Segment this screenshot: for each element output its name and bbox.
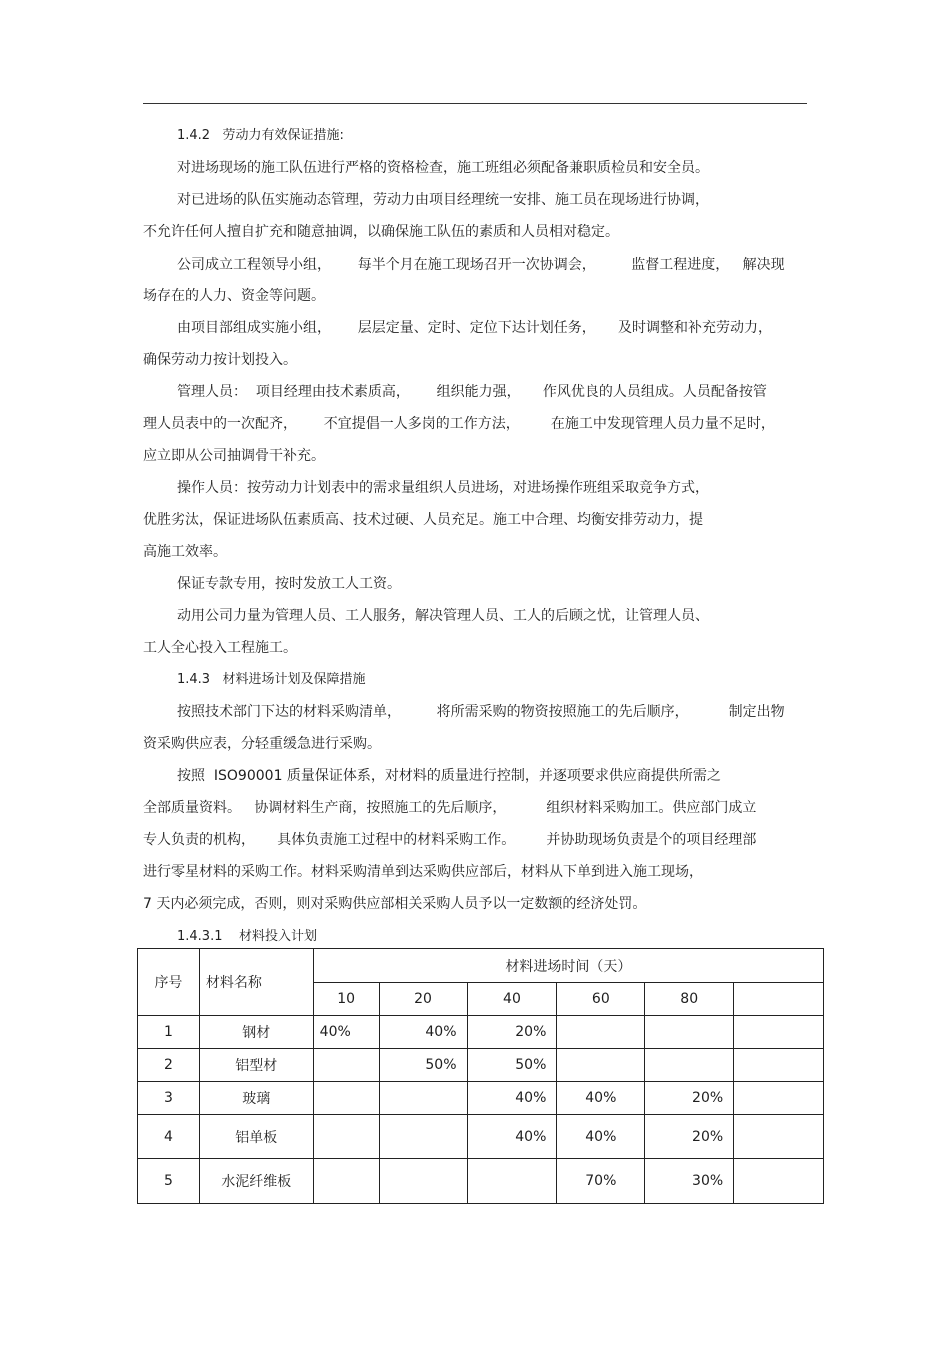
row-value (645, 1049, 734, 1082)
row-value (557, 1049, 645, 1082)
section-heading: 1.4.3.1 材料投入计划 (177, 929, 318, 944)
day-header: 80 (645, 983, 734, 1016)
paragraph-line: 7 天内必须完成，否则，则对采购供应部相关采购人员予以一定数额的经济处罚。 (143, 896, 647, 912)
paragraph-line: 按照 ISO90001 质量保证体系，对材料的质量进行控制，并逐项要求供应商提供所需之 (177, 768, 721, 784)
paragraph-line: 工人全心投入工程施工。 (143, 640, 297, 656)
paragraph-line: 对已进场的队伍实施动态管理，劳动力由项目经理统一安排、施工员在现场进行协调， (177, 192, 709, 208)
section-heading: 1.4.2 劳动力有效保证措施: (177, 128, 344, 143)
day-header: 60 (557, 983, 645, 1016)
paragraph-line: 不允许任何人擅自扩充和随意抽调，以确保施工队伍的素质和人员相对稳定。 (143, 224, 619, 240)
paragraph-line: 公司成立工程领导小组， 每半个月在施工现场召开一次协调会， 监督工程进度， 解决现 (177, 257, 785, 273)
row-value (313, 1049, 379, 1082)
section-heading: 1.4.3 材料进场计划及保障措施 (177, 672, 366, 687)
row-value (734, 1082, 824, 1115)
row-value: 20% (467, 1016, 557, 1049)
row-value (734, 1049, 824, 1082)
header-rule (143, 103, 807, 104)
paragraph-line: 场存在的人力、资金等问题。 (143, 288, 325, 304)
paragraph-line: 全部质量资料。 协调材料生产商，按照施工的先后顺序， 组织材料采购加工。供应部门成立 (143, 800, 757, 816)
row-name: 铝型材 (199, 1049, 313, 1082)
row-no: 1 (138, 1016, 200, 1049)
day-header: 10 (313, 983, 379, 1016)
row-value (313, 1082, 379, 1115)
row-no: 5 (138, 1159, 200, 1204)
row-value (379, 1115, 467, 1159)
row-value: 30% (645, 1159, 734, 1204)
row-value (313, 1159, 379, 1204)
paragraph-line: 应立即从公司抽调骨干补充。 (143, 448, 325, 464)
paragraph-line: 操作人员：按劳动力计划表中的需求量组织人员进场，对进场操作班组采取竞争方式， (177, 480, 709, 496)
row-value: 50% (467, 1049, 557, 1082)
row-value (734, 1115, 824, 1159)
paragraph-line: 确保劳动力按计划投入。 (143, 352, 297, 368)
day-header (734, 983, 824, 1016)
row-value: 40% (379, 1016, 467, 1049)
row-name: 铝单板 (199, 1115, 313, 1159)
table-row (138, 1016, 824, 1049)
day-header: 20 (379, 983, 467, 1016)
table-row (138, 1082, 824, 1115)
paragraph-line: 进行零星材料的采购工作。材料采购清单到达采购供应部后，材料从下单到进入施工现场， (143, 864, 703, 880)
paragraph-line: 由项目部组成实施小组， 层层定量、定时、定位下达计划任务， 及时调整和补充劳动力， (177, 320, 772, 336)
row-value: 20% (645, 1115, 734, 1159)
row-value: 50% (379, 1049, 467, 1082)
paragraph-line: 保证专款专用，按时发放工人工资。 (177, 576, 401, 592)
paragraph-line: 对进场现场的施工队伍进行严格的资格检查，施工班组必须配备兼职质检员和安全员。 (177, 160, 709, 176)
row-name: 水泥纤维板 (199, 1159, 313, 1204)
paragraph-line: 理人员表中的一次配齐， 不宜提倡一人多岗的工作方法， 在施工中发现管理人员力量不足时， (143, 416, 775, 432)
row-value (645, 1016, 734, 1049)
row-value (557, 1016, 645, 1049)
row-no: 3 (138, 1082, 200, 1115)
paragraph-line: 按照技术部门下达的材料采购清单， 将所需采购的物资按照施工的先后顺序， 制定出物 (177, 704, 785, 720)
row-value: 40% (557, 1115, 645, 1159)
row-value (379, 1082, 467, 1115)
row-no: 2 (138, 1049, 200, 1082)
row-value (734, 1159, 824, 1204)
row-value (734, 1016, 824, 1049)
row-value: 20% (645, 1082, 734, 1115)
row-value: 40% (557, 1082, 645, 1115)
row-name: 钢材 (199, 1016, 313, 1049)
day-header: 40 (467, 983, 557, 1016)
row-value: 40% (467, 1082, 557, 1115)
header-name: 材料名称 (199, 949, 313, 1016)
paragraph-line: 管理人员： 项目经理由技术素质高， 组织能力强， 作风优良的人员组成。人员配备按管 (177, 384, 767, 400)
table-row (138, 1049, 824, 1082)
paragraph-line: 专人负责的机构， 具体负责施工过程中的材料采购工作。 并协助现场负责是个的项目经理部 (143, 832, 757, 848)
row-value: 40% (313, 1016, 379, 1049)
row-name: 玻璃 (199, 1082, 313, 1115)
row-value: 40% (467, 1115, 557, 1159)
header-time: 材料进场时间（天） (313, 949, 823, 983)
table-row (138, 1115, 824, 1159)
row-value (467, 1159, 557, 1204)
row-no: 4 (138, 1115, 200, 1159)
row-value: 70% (557, 1159, 645, 1204)
material-plan-table (137, 948, 824, 1204)
row-value (379, 1159, 467, 1204)
paragraph-line: 优胜劣汰，保证进场队伍素质高、技术过硬、人员充足。施工中合理、均衡安排劳动力，提 (143, 512, 703, 528)
row-value (313, 1115, 379, 1159)
paragraph-line: 动用公司力量为管理人员、工人服务，解决管理人员、工人的后顾之忧，让管理人员、 (177, 608, 709, 624)
paragraph-line: 高施工效率。 (143, 544, 227, 560)
header-no: 序号 (138, 949, 200, 1016)
paragraph-line: 资采购供应表，分轻重缓急进行采购。 (143, 736, 381, 752)
table-row (138, 1159, 824, 1204)
